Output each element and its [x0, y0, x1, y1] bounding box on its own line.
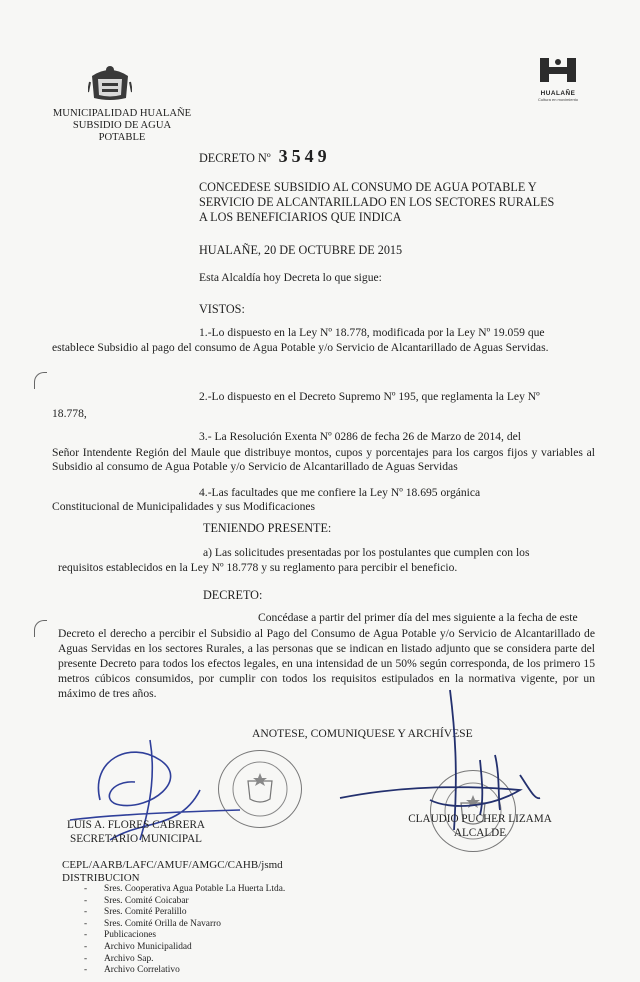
mayor-signature-block	[400, 812, 560, 840]
teniendo-heading: TENIENDO PRESENTE:	[203, 521, 332, 535]
list-item: - Archivo Sap.	[84, 954, 285, 966]
secretary-seal	[218, 750, 302, 828]
hualane-logo-icon	[536, 56, 580, 84]
distribution-header	[62, 859, 283, 885]
initials: CEPL/AARB/LAFC/AMUF/AMGC/CAHB/jsmd	[62, 859, 283, 871]
decreto-first: Concédase a partir del primer día del mes siguiente a la fecha de este	[258, 611, 578, 624]
list-item: - Archivo Correlativo	[84, 965, 285, 977]
teniendo-rest: requisitos establecidos en la Ley Nº 18.778 y su reglamento para percibir el beneficio.	[58, 561, 458, 574]
visto-3-rest: Señor Intendente Región del Maule que distribuye montos, cupos y porcentajes para los cargos fijos y variables al Subsidio al consumo de Agua Potable y/o Servicio de Alcantarillado de Aguas Servidas	[52, 446, 595, 473]
mayor-name: CLAUDIO PUCHER LIZAMA	[408, 813, 552, 825]
decree-subject	[199, 180, 599, 225]
list-item: - Sres. Comité Peralillo	[84, 907, 285, 919]
secretary-name: LUIS A. FLORES CABRERA	[66, 819, 205, 831]
hualane-logo	[536, 56, 580, 102]
decreto-heading: DECRETO:	[203, 588, 263, 602]
decree-label: DECRETO Nº	[199, 151, 271, 165]
distribution-list	[84, 884, 285, 977]
list-item: - Archivo Municipalidad	[84, 942, 285, 954]
list-item: - Publicaciones	[84, 930, 285, 942]
decreto-rest: Decreto el derecho a percibir el Subsidio al Pago del Consumo de Agua Potable y/o Servicio de Alcantarillado de Aguas Servidas en los sectores Rurales, a las personas que se indican en listado adjunto que se considera parte del presente Decreto para todos los efectos legales, en una intensidad de un 50% según corresponda, de los primero 15 metros cúbicos consumidos, por cumplir con todos los requisitos estipulados en la normativa vigente, por un máximo de tres años.	[58, 627, 595, 700]
municipality-header	[52, 108, 192, 144]
secretary-title: SECRETARIO MUNICIPAL	[69, 833, 203, 845]
decree-number-line	[199, 146, 331, 167]
list-item: - Sres. Comité Coicabar	[84, 896, 285, 908]
visto-1-rest: establece Subsidio al pago del consumo de Agua Potable y/o Servicio de Alcantarillado de Aguas Servidas.	[52, 341, 549, 354]
list-item: - Sres. Cooperativa Agua Potable La Huerta Ltda.	[84, 884, 285, 896]
decree-number: 3549	[278, 146, 331, 166]
punch-hole-mark	[34, 372, 47, 389]
secretary-signature-block	[62, 818, 210, 846]
municipal-crest-icon	[88, 62, 132, 102]
visto-3-first: 3.- La Resolución Exenta Nº 0286 de fecha 26 de Marzo de 2014, del	[199, 430, 521, 443]
distribution-heading: DISTRIBUCION	[62, 872, 140, 884]
visto-4-first: 4.-Las facultades que me confiere la Ley Nº 18.695 orgánica	[199, 486, 481, 499]
place-date: HUALAÑE, 20 DE OCTUBRE DE 2015	[199, 243, 403, 257]
visto-2-first: 2.-Lo dispuesto en el Decreto Supremo Nº 195, que reglamenta la Ley Nº	[199, 390, 540, 403]
visto-1-first: 1.-Lo dispuesto en la Ley Nº 18.778, modificada por la Ley Nº 19.059 que	[199, 326, 545, 339]
closing-formula: ANOTESE, COMUNIQUESE Y ARCHÍVESE	[252, 727, 473, 740]
visto-4-rest: Constitucional de Municipalidades y sus Modificaciones	[52, 500, 316, 513]
mayor-title: ALCALDE	[453, 827, 507, 839]
department-name: SUBSIDIO DE AGUA POTABLE	[72, 120, 172, 143]
secretary-seal-icon	[219, 751, 301, 827]
logo-word: HUALAÑE	[540, 90, 576, 97]
visto-2-rest: 18.778,	[52, 407, 87, 420]
municipality-name: MUNICIPALIDAD HUALAÑE	[52, 108, 192, 119]
subject-line: A LOS BENEFICIARIOS QUE INDICA	[199, 210, 402, 224]
punch-hole-mark	[34, 620, 47, 637]
teniendo-first: a) Las solicitudes presentadas por los postulantes que cumplen con los	[203, 546, 530, 559]
vistos-heading: VISTOS:	[199, 302, 245, 316]
logo-tagline: Cultura en movimiento	[537, 97, 579, 102]
list-item: - Sres. Comité Orilla de Navarro	[84, 919, 285, 931]
subject-line: CONCEDESE SUBSIDIO AL CONSUMO DE AGUA POTABLE Y	[199, 180, 537, 194]
subject-line: SERVICIO DE ALCANTARILLADO EN LOS SECTORES RURALES	[199, 195, 555, 209]
decree-intro: Esta Alcaldía hoy Decreta lo que sigue:	[199, 271, 382, 284]
